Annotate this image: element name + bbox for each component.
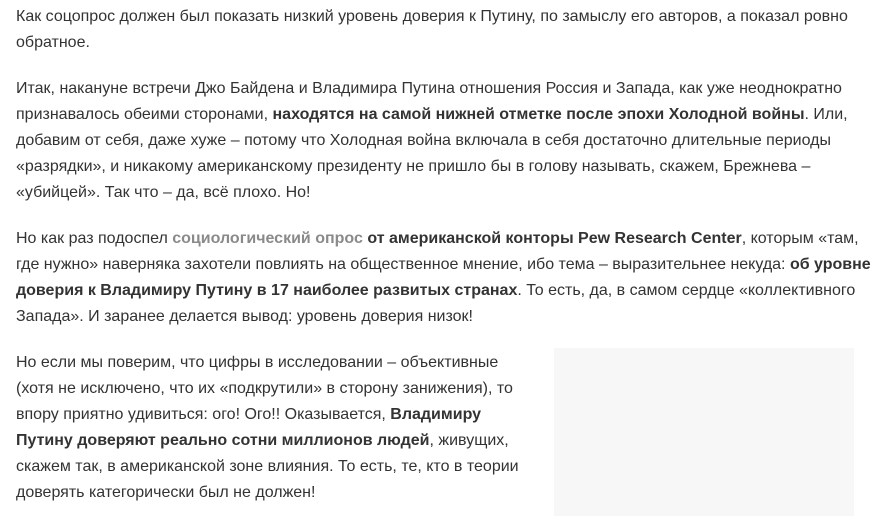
trust-bold: Владимиру Путину доверяют реально сотни миллионов людей (16, 406, 482, 449)
relations-text-2: . Или, добавим от себя, даже хуже – потому что Холодная война включала в себя достаточно длительные периоды «разрядки», и никакому американскому президенту не пришло бы в голову называть, скажем, Брежнева – «убийцей». Так что – да, всё плохо. Но! (16, 106, 848, 201)
survey-text-1: Но как раз подоспел (16, 230, 173, 247)
article-body (16, 4, 878, 516)
relations-bold: находятся на самой нижней отметке после эпохи Холодной войны (272, 106, 805, 123)
paragraph-trust (16, 350, 536, 506)
survey-text-3: . То есть, да, в самом сердце «коллективного Запада». И заранее делается вывод: уровень доверия низок! (16, 282, 856, 325)
intro-text: Как соцопрос должен был показать низкий уровень доверия к Путину, по замыслу его авторов, а показал ровно обратное. (16, 8, 848, 51)
paragraph-with-image (16, 350, 878, 516)
trust-text-2: , живущих, скажем так, в американской зоне влияния. То есть, те, кто в теории доверять категорически был не должен! (16, 432, 519, 501)
survey-bold-2: об уровне доверия к Владимиру Путину в 17 наиболее развитых странах (16, 256, 871, 299)
paragraph-relations (16, 76, 878, 206)
paragraph-intro (16, 4, 878, 56)
paragraph-survey (16, 226, 878, 330)
survey-link[interactable]: социологический опрос (172, 230, 363, 247)
relations-text-1: Итак, накануне встречи Джо Байдена и Владимира Путина отношения Россия и Запада, как уже неоднократно признавалось обеими сторонами, (16, 80, 842, 123)
trust-text-1: Но если мы поверим, что цифры в исследовании – объективные (хотя не исключено, что их «подкрутили» в сторону занижения), то впору приятно удивиться: ого! Ого!! Оказывается, (16, 354, 513, 423)
survey-text-2: , которым «там, где нужно» наверняка захотели повлиять на общественное мнение, ибо тема – выразительнее некуда: (16, 230, 859, 273)
article-image (554, 348, 854, 516)
survey-bold-1: от американской конторы Pew Research Center (362, 230, 742, 247)
